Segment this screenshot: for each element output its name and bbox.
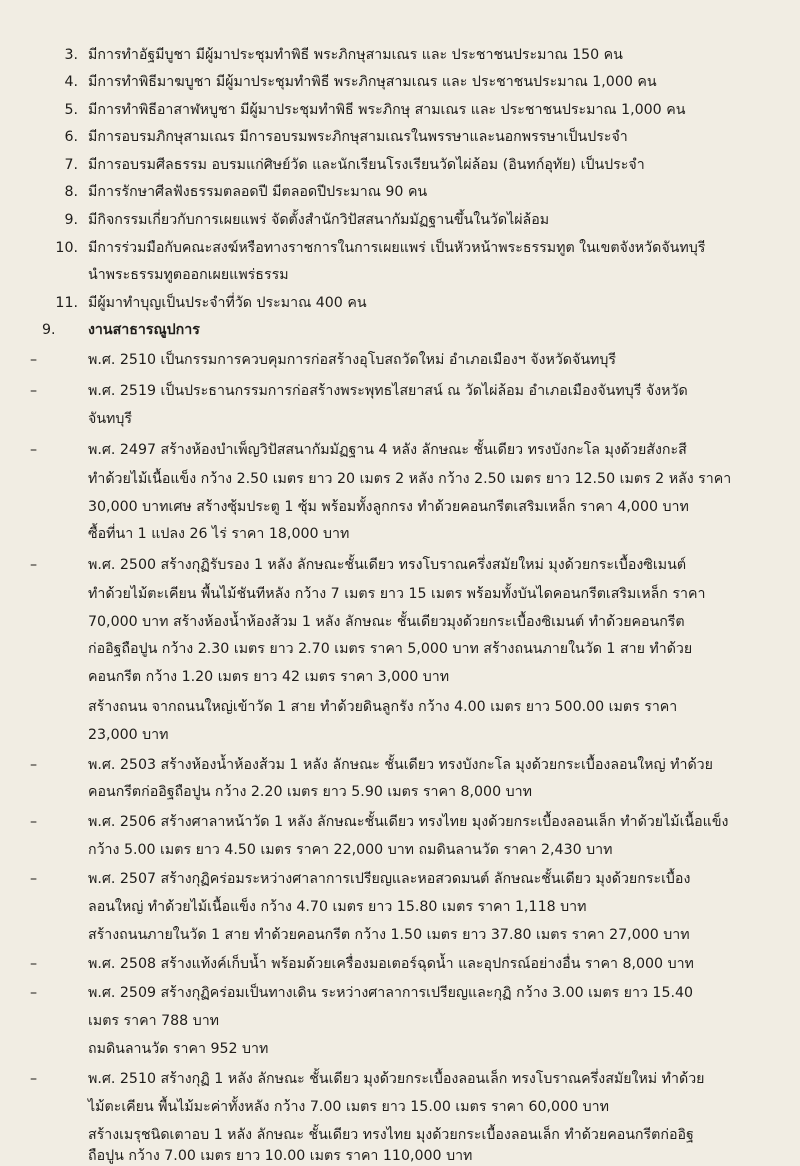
item-text: นำพระธรรมทูตออกเผยแพร่ธรรม — [88, 267, 289, 283]
entry-dash: – — [30, 985, 38, 1001]
item-number: 6. — [64, 129, 78, 145]
entry-text: พ.ศ. 2503 สร้างห้องน้ำห้องส้วม 1 หลัง ลักษณะ ชั้นเดียว ทรงบังกะโล มุงด้วยกระเบื้องลอนใหญ่ ทำด้วย — [88, 757, 713, 773]
item-text: มีผู้มาทำบุญเป็นประจำที่วัด ประมาณ 400 คน — [88, 295, 367, 311]
entry-text: เมตร ราคา 788 บาท — [88, 1013, 220, 1029]
item-text: มีการทำพิธีอาสาฬหบูชา มีผู้มาประชุมทำพิธี พระภิกษุ สามเณร และ ประชาชนประมาณ 1,000 คน — [88, 102, 686, 118]
entry-text: คอนกรีตก่ออิฐถือปูน กว้าง 2.20 เมตร ยาว 5.90 เมตร ราคา 8,000 บาท — [88, 784, 532, 800]
item-number: 4. — [64, 74, 78, 90]
entry-dash: – — [30, 757, 38, 773]
item-text: มีการทำอัฐมีบูชา มีผู้มาประชุมทำพิธี พระภิกษุสามเณร และ ประชาชนประมาณ 150 คน — [88, 47, 623, 63]
entry-text: ไม้ตะเคียน พื้นไม้มะค่าทั้งหลัง กว้าง 7.00 เมตร ยาว 15.00 เมตร ราคา 60,000 บาท — [88, 1099, 609, 1115]
item-number: 11. — [55, 295, 78, 311]
entry-text: พ.ศ. 2508 สร้างแท้งค์เก็บน้ำ พร้อมด้วยเครื่องมอเตอร์ฉุดน้ำ และอุปกรณ์อย่างอื่น ราคา 8,000 บาท — [88, 956, 694, 972]
entry-text: ถมดินลานวัด ราคา 952 บาท — [88, 1041, 269, 1057]
item-number: 8. — [64, 184, 78, 200]
entry-dash: – — [30, 956, 38, 972]
entry-text: สร้างถนนภายในวัด 1 สาย ทำด้วยคอนกรีต กว้าง 1.50 เมตร ยาว 37.80 เมตร ราคา 27,000 บาท — [88, 927, 690, 943]
entry-text: พ.ศ. 2497 สร้างห้องบำเพ็ญวิปัสสนากัมมัฏฐาน 4 หลัง ลักษณะ ชั้นเดียว ทรงบังกะโล มุงด้วยสังกะสี — [88, 442, 687, 458]
item-text: มีการทำพิธีมาฆบูชา มีผู้มาประชุมทำพิธี พระภิกษุสามเณร และ ประชาชนประมาณ 1,000 คน — [88, 74, 657, 90]
item-number: 5. — [64, 102, 78, 118]
entry-text: พ.ศ. 2506 สร้างศาลาหน้าวัด 1 หลัง ลักษณะชั้นเดียว ทรงไทย มุงด้วยกระเบื้องลอนเล็ก ทำด้วยไม้เนื้อแข็ง — [88, 814, 729, 830]
entry-text: พ.ศ. 2510 สร้างกุฏิ 1 หลัง ลักษณะ ชั้นเดียว มุงด้วยกระเบื้องลอนเล็ก ทรงโบราณครึ่งสมัยใหม่ ทำด้วย — [88, 1071, 705, 1087]
item-number: 3. — [64, 47, 78, 63]
entry-text: จันทบุรี — [88, 411, 132, 427]
entry-text: ก่ออิฐถือปูน กว้าง 2.30 เมตร ยาว 2.70 เมตร ราคา 5,000 บาท สร้างถนนภายในวัด 1 สาย ทำด้วย — [88, 641, 693, 657]
item-text: มีการอบรมภิกษุสามเณร มีการอบรมพระภิกษุสามเณรในพรรษาและนอกพรรษาเป็นประจำ — [88, 129, 628, 145]
item-number: 7. — [64, 157, 78, 173]
section-title: งานสาธารณูปการ — [88, 322, 200, 338]
entry-text: พ.ศ. 2510 เป็นกรรมการควบคุมการก่อสร้างอุโบสถวัดใหม่ อำเภอเมืองฯ จังหวัดจันทบุรี — [88, 352, 616, 368]
item-text: มีการอบรมศีลธรรม อบรมแก่ศิษย์วัด และนักเรียนโรงเรียนวัดไผ่ล้อม (อินทก์อุทัย) เป็นประจำ — [88, 157, 645, 173]
entry-dash: – — [30, 352, 38, 368]
entry-text: ถือปูน กว้าง 7.00 เมตร ยาว 10.00 เมตร ราคา 110,000 บาท — [88, 1148, 473, 1164]
entry-text: 30,000 บาทเศษ สร้างซุ้มประตู 1 ซุ้ม พร้อมทั้งลูกกรง ทำด้วยคอนกรีตเสริมเหล็ก ราคา 4,000 บาท — [88, 499, 689, 515]
entry-text: ลอนใหญ่ ทำด้วยไม้เนื้อแข็ง กว้าง 4.70 เมตร ยาว 15.80 เมตร ราคา 1,118 บาท — [88, 899, 587, 915]
item-number: 10. — [55, 240, 78, 256]
entry-text: สร้างถนน จากถนนใหญ่เข้าวัด 1 สาย ทำด้วยดินลูกรัง กว้าง 4.00 เมตร ยาว 500.00 เมตร ราคา — [88, 699, 678, 715]
entry-dash: – — [30, 871, 38, 887]
entry-dash: – — [30, 383, 38, 399]
item-text: มีการร่วมมือกับคณะสงฆ์หรือทางราชการในการเผยแพร่ เป็นหัวหน้าพระธรรมทูต ในเขตจังหวัดจันทบุรี — [88, 240, 706, 256]
entry-text: กว้าง 5.00 เมตร ยาว 4.50 เมตร ราคา 22,000 บาท ถมดินลานวัด ราคา 2,430 บาท — [88, 842, 613, 858]
item-text: มีกิจกรรมเกี่ยวกับการเผยแพร่ จัดตั้งสำนักวิปัสสนากัมมัฏฐานขึ้นในวัดไผ่ล้อม — [88, 212, 550, 228]
entry-text: พ.ศ. 2507 สร้างกุฏิคร่อมระหว่างศาลาการเปรียญและหอสวดมนต์ ลักษณะชั้นเดียว มุงด้วยกระเบื้อง — [88, 871, 691, 887]
entry-text: คอนกรีต กว้าง 1.20 เมตร ยาว 42 เมตร ราคา 3,000 บาท — [88, 669, 450, 685]
entry-dash: – — [30, 557, 38, 573]
entry-text: สร้างเมรุชนิดเตาอบ 1 หลัง ลักษณะ ชั้นเดียว ทรงไทย มุงด้วยกระเบื้องลอนเล็ก ทำด้วยคอนกรีตก่ออิฐ — [88, 1127, 694, 1143]
entry-dash: – — [30, 1071, 38, 1087]
entry-text: พ.ศ. 2509 สร้างกุฏิคร่อมเป็นทางเดิน ระหว่างศาลาการเปรียญและกุฏิ กว้าง 3.00 เมตร ยาว 15.40 — [88, 985, 694, 1001]
item-text: มีการรักษาศีลฟังธรรมตลอดปี มีตลอดปีประมาณ 90 คน — [88, 184, 428, 200]
entry-text: ทำด้วยไม้เนื้อแข็ง กว้าง 2.50 เมตร ยาว 20 เมตร 2 หลัง กว้าง 2.50 เมตร ยาว 12.50 เมตร 2 หลัง ราคา — [88, 471, 732, 487]
entry-text: ซื้อที่นา 1 แปลง 26 ไร่ ราคา 18,000 บาท — [88, 526, 350, 542]
entry-text: 70,000 บาท สร้างห้องน้ำห้องส้วม 1 หลัง ลักษณะ ชั้นเดียวมุงด้วยกระเบื้องซิเมนต์ ทำด้วยคอนกรีต — [88, 614, 685, 630]
entry-dash: – — [30, 814, 38, 830]
section-number: 9. — [42, 322, 56, 338]
entry-dash: – — [30, 442, 38, 458]
entry-text: พ.ศ. 2500 สร้างกุฏิรับรอง 1 หลัง ลักษณะชั้นเดียว ทรงโบราณครึ่งสมัยใหม่ มุงด้วยกระเบื้องซิเมนต์ — [88, 557, 687, 573]
entry-text: ทำด้วยไม้ตะเคียน พื้นไม้ชันทีหลัง กว้าง 7 เมตร ยาว 15 เมตร พร้อมทั้งบันไดคอนกรีตเสริมเหล็ก ราคา — [88, 586, 706, 602]
entry-text: พ.ศ. 2519 เป็นประธานกรรมการก่อสร้างพระพุทธไสยาสน์ ณ วัดไผ่ล้อม อำเภอเมืองจันทบุรี จังหวัด — [88, 383, 688, 399]
entry-text: 23,000 บาท — [88, 727, 169, 743]
item-number: 9. — [64, 212, 78, 228]
